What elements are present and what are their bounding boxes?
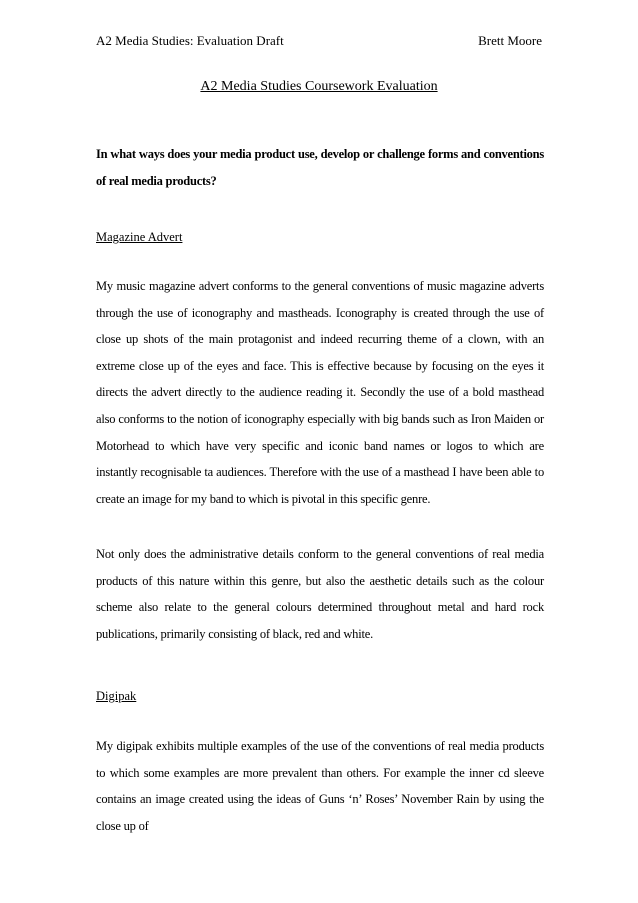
header-left-text: A2 Media Studies: Evaluation Draft	[96, 33, 284, 48]
paragraph-magazine-advert-2: Not only does the administrative details conform to the general conventions of real media products of this nature within this genre, but also the aesthetic details such as the colour scheme also relate to the general colours determined throughout metal and hard rock publications, primarily consisting of black, red and white.	[96, 547, 544, 641]
paragraph-digipak-1: My digipak exhibits multiple examples of the use of the conventions of real media products to which some examples are more prevalent than others. For example the inner cd sleeve contains an image created using the ideas of Guns ‘n’ Roses’ November Rain by using the close up of	[96, 739, 544, 833]
section-heading-magazine-advert: Magazine Advert	[96, 230, 183, 244]
header-author: Brett Moore	[478, 33, 542, 48]
paragraph-magazine-advert-1: My music magazine advert conforms to the general conventions of music magazine adverts through the use of iconography and mastheads. Iconography is created through the use of close up shots of the main protagonist and indeed recurring theme of a clown, with an extreme close up of the eyes and face. This is effective because by focusing on the eyes it directs the advert directly to the audience reading it. Secondly the use of a bold masthead also conforms to the notion of iconography especially with big bands such as Iron Maiden or Motorhead to which have very specific and iconic band names or logos to which are instantly recognisable ta audiences. Therefore with the use of a masthead I have been able to create an image for my band to which is pivotal in this specific genre.	[96, 279, 544, 506]
evaluation-question: In what ways does your media product use, develop or challenge forms and conventions of real media products?	[96, 147, 544, 188]
section-heading-digipak: Digipak	[96, 689, 137, 703]
document-title: A2 Media Studies Coursework Evaluation	[200, 79, 438, 94]
